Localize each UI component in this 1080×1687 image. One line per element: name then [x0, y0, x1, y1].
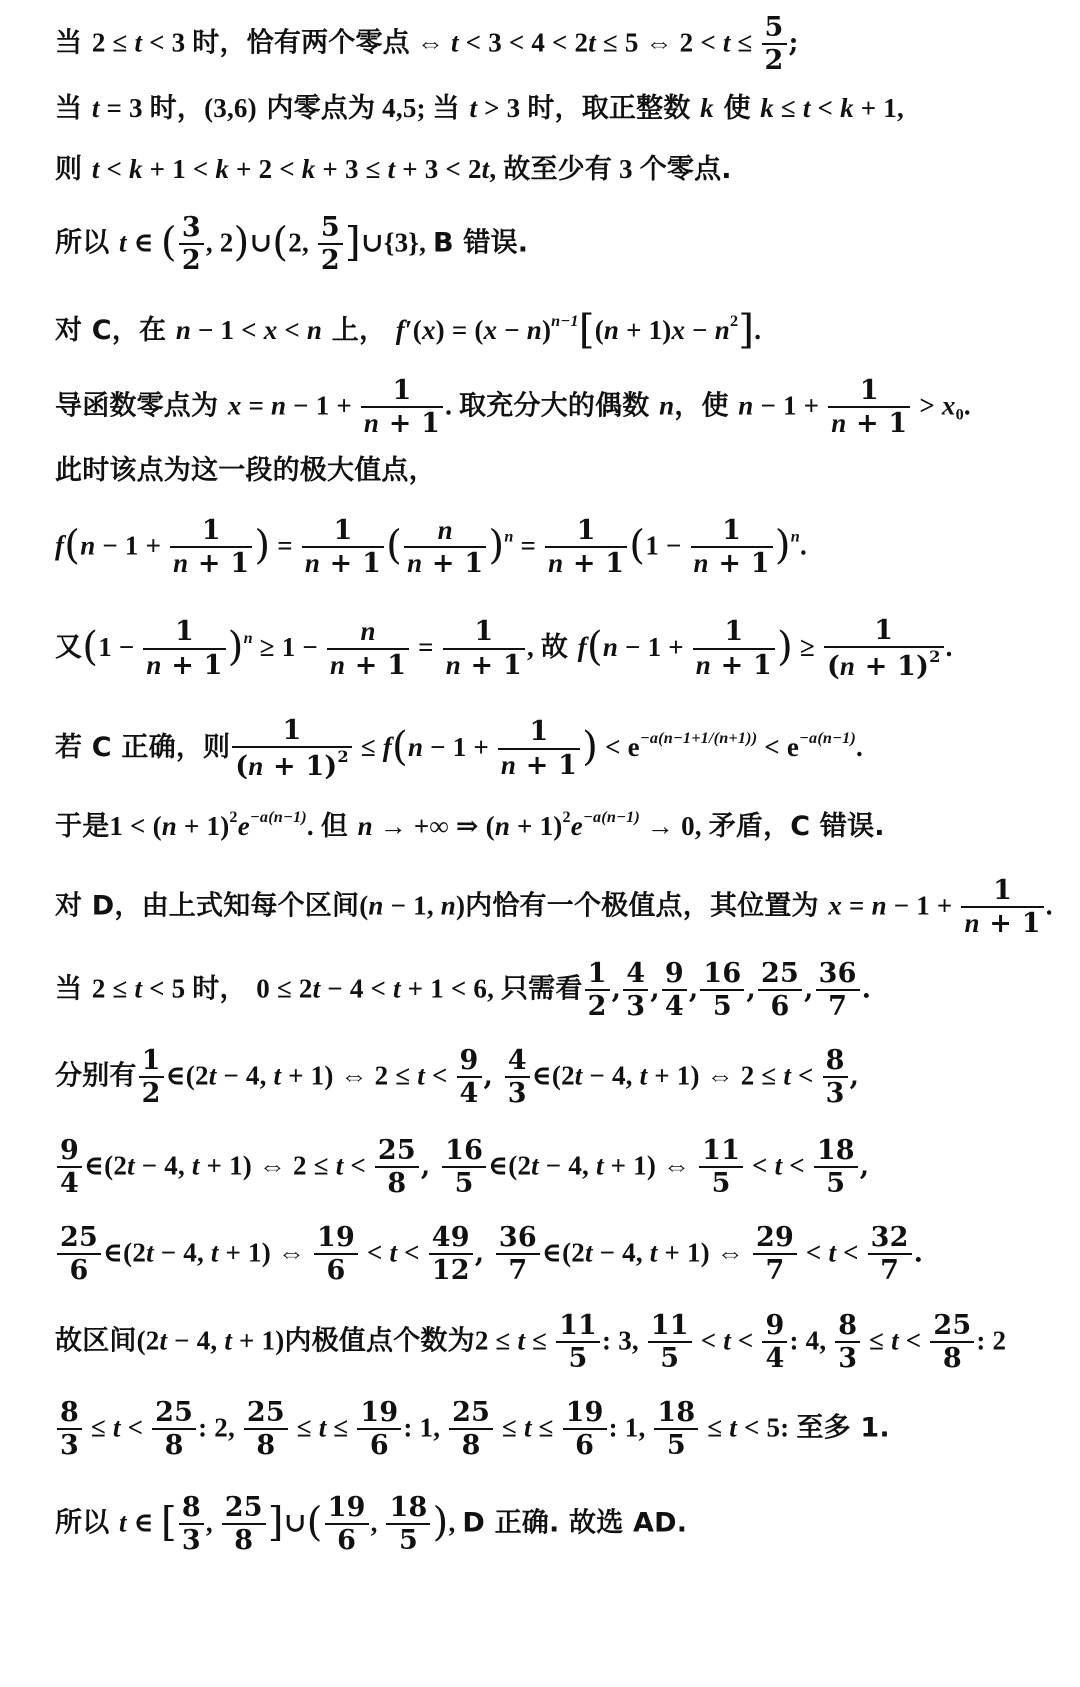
- solution-line-5: 对 C，在 n − 1 < x < n 上， $f'(x) = (x - n)^{n-1}[(n + 1)x - n^2]$.: [55, 305, 762, 353]
- solution-line-19: 所以 t ∈ [ $\frac{8}{3}$ , $\frac{25}{8}$ ]∪( $\frac{19}{6}$ , $\frac{18}{5}$ ), D 正确. 故选 AD.: [55, 1492, 688, 1557]
- solution-line-17: 故区间(2t − 4, t + 1)内极值点个数为2 ≤ t ≤ $\frac{11}{5}$ : 3, $\frac{11}{5}$ < t < $\frac{9}{4}$ : 4, $\frac{8}{3}$ ≤ t < $\frac{25}{8}$ : 2: [55, 1310, 1007, 1375]
- solution-line-7: 此时该点为这一段的极大值点，: [55, 455, 436, 486]
- solution-line-3: 则 t < k + 1 < k + 2 < k + 3 ≤ t + 3 < 2t, 故至少有 3 个零点.: [55, 154, 732, 185]
- solution-line-9: 又(1 − $\frac{1}{n + 1}$ )$^n$ ≥ 1 − $\frac{n}{n + 1}$ = $\frac{1}{n + 1}$ , 故 f(n − 1 + $\frac{1}{n + 1}$ ) ≥ $\frac{1}{(n + 1)^2}$ .: [55, 615, 953, 682]
- solution-line-12: 对 D，由上式知每个区间(n − 1, n)内恰有一个极值点，其位置为 x = n − 1 + $\frac{1}{n + 1}$ .: [55, 875, 1053, 940]
- solution-line-16: $\frac{25}{6}$ ∈(2t − 4, t + 1) ⇔ $\frac{19}{6}$ < t < $\frac{49}{12}$ , $\frac{36}{7}$ ∈(2t − 4, t + 1) ⇔ $\frac{29}{7}$ < t < $\frac{32}{7}$ .: [55, 1222, 1040, 1286]
- solution-line-10: 若 C 正确，则 $\frac{1}{(n + 1)^2}$ ≤ f(n − 1 + $\frac{1}{n + 1}$ ) < $e^{-a(n-1+1/(n+1))} < e^{-a(n-1)}$.: [55, 715, 863, 782]
- solution-line-11: 于是$1 < (n + 1)^2e^{-a(n-1)}$. 但 n → +∞ ⇒ $(n + 1)^2e^{-a(n-1)} \to 0$, 矛盾，C 错误.: [55, 808, 885, 842]
- solution-line-13: 当 2 ≤ t < 5 时， 0 ≤ 2t − 4 < t + 1 < 6, 只需看 $\frac{1}{2}$ , $\frac{4}{3}$ , $\frac{9}{4}$ , $\frac{16}{5}$ , $\frac{25}{6}$ , $\frac{36}{7}$ .: [55, 958, 872, 1023]
- solution-line-4: 所以 t ∈ ( $\frac{3}{2}$ , 2)∪(2, $\frac{5}{2}$ ]∪{3}, B 错误.: [55, 212, 529, 277]
- solution-line-14: 分别有 $\frac{1}{2}$ ∈(2t − 4, t + 1) ⇔ 2 ≤ t < $\frac{9}{4}$ , $\frac{4}{3}$ ∈(2t − 4, t + 1) ⇔ 2 ≤ t < $\frac{8}{3}$ ,: [55, 1045, 860, 1110]
- solution-line-18: $\frac{8}{3}$ ≤ t < $\frac{25}{8}$ : 2, $\frac{25}{8}$ ≤ t ≤ $\frac{19}{6}$ : 1, $\frac{25}{8}$ ≤ t ≤ $\frac{19}{6}$ : 1, $\frac{18}{5}$ ≤ t < 5: 至多 1.: [55, 1397, 1040, 1461]
- solution-line-15: $\frac{9}{4}$ ∈(2t − 4, t + 1) ⇔ 2 ≤ t < $\frac{25}{8}$ , $\frac{16}{5}$ ∈(2t − 4, t + 1) ⇔ $\frac{11}{5}$ < t < $\frac{18}{5}$ ,: [55, 1135, 1040, 1199]
- solution-line-6: 导函数零点为 x = n − 1 + $\frac{1}{n + 1}$ . 取充分大的偶数 n，使 n − 1 + $\frac{1}{n + 1}$ > $x_0$.: [55, 375, 971, 440]
- solution-line-1: 当 2 ≤ t < 3 时，恰有两个零点 ⇔ t < 3 < 4 < 2t ≤ 5 ⇔ 2 < t ≤ $\frac{5}{2}$ ;: [55, 12, 799, 77]
- solution-line-2: 当 t = 3 时，(3,6) 内零点为 4,5; 当 t > 3 时，取正整数 k 使 k ≤ t < k + 1,: [55, 93, 904, 124]
- solution-line-8: f(n − 1 + $\frac{1}{n + 1}$ ) = $\frac{1}{n + 1}$ ( $\frac{n}{n + 1}$ )$^n$ = $\frac{1}{n + 1}$ (1 − $\frac{1}{n + 1}$ )$^n$.: [55, 515, 807, 580]
